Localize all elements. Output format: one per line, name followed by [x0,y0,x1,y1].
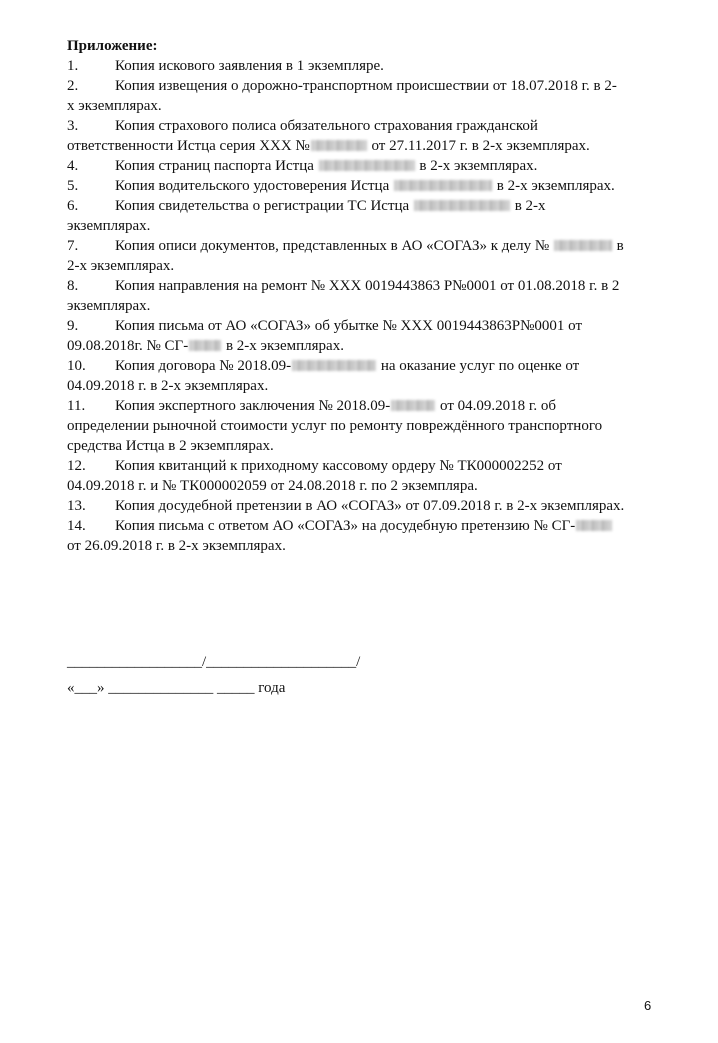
redacted-claim-number [576,520,612,531]
redacted-letter-number [189,340,221,351]
list-item-6: 6. Копия свидетельства о регистрации ТС Истца в 2-х [67,198,546,214]
appendix-heading: Приложение: [67,38,158,54]
list-item-6-cont: экземплярах. [67,218,151,234]
list-item-2-cont: х экземплярах. [67,98,162,114]
list-item-8: 8. Копия направления на ремонт № ХХХ 0019443863 Р№0001 от 01.08.2018 г. в 2 [67,278,620,294]
redacted-policy-number [311,140,367,151]
list-item-12: 12. Копия квитанций к приходному кассовому ордеру № ТК000002252 от [67,458,562,474]
redacted-case-number [554,240,612,251]
list-item-13: 13. Копия досудебной претензии в АО «СОГАЗ» от 07.09.2018 г. в 2-х экземплярах. [67,498,625,514]
redacted-passport [319,160,415,171]
date-line: «___» ______________ _____ года [67,680,286,696]
redacted-contract-number [292,360,376,371]
list-item-14-cont: от 26.09.2018 г. в 2-х экземплярах. [67,538,286,554]
signature-line: __________________/____________________/ [67,654,361,670]
list-item-11: 11. Копия экспертного заключения № 2018.09- от 04.09.2018 г. об [67,398,556,414]
list-item-3-cont: ответственности Истца серия ХХХ № от 27.11.2017 г. в 2-х экземплярах. [67,138,590,154]
redacted-expertise-number [391,400,435,411]
list-item-1: 1. Копия искового заявления в 1 экземпляре. [67,58,384,74]
redacted-license [394,180,492,191]
page-number: 6 [644,998,652,1013]
list-item-10: 10. Копия договора № 2018.09- на оказание услуг по оценке от [67,358,580,374]
list-item-7: 7. Копия описи документов, представленных в АО «СОГАЗ» к делу № в [67,238,624,254]
list-item-7-cont: 2-х экземплярах. [67,258,175,274]
list-item-14: 14. Копия письма с ответом АО «СОГАЗ» на досудебную претензию № СГ- [67,516,613,536]
redacted-registration [414,200,510,211]
list-item-9-cont: 09.08.2018г. № СГ- в 2-х экземплярах. [67,338,344,354]
list-item-2: 2. Копия извещения о дорожно-транспортном происшествии от 18.07.2018 г. в 2- [67,78,617,94]
list-item-5: 5. Копия водительского удостоверения Истца в 2-х экземплярах. [67,178,615,194]
list-item-3: 3. Копия страхового полиса обязательного страхования гражданской [67,118,538,134]
list-item-9: 9. Копия письма от АО «СОГАЗ» об убытке № ХХХ 0019443863Р№0001 от [67,318,583,334]
list-item-11-cont-1: определении рыночной стоимости услуг по ремонту повреждённого транспортного [67,418,603,434]
list-item-12-cont: 04.09.2018 г. и № ТК000002059 от 24.08.2018 г. по 2 экземпляра. [67,478,478,494]
list-item-11-cont-2: средства Истца в 2 экземплярах. [67,438,274,454]
list-item-10-cont: 04.09.2018 г. в 2-х экземплярах. [67,378,269,394]
list-item-8-cont: экземплярах. [67,298,151,314]
list-item-4: 4. Копия страниц паспорта Истца в 2-х экземплярах. [67,158,538,174]
